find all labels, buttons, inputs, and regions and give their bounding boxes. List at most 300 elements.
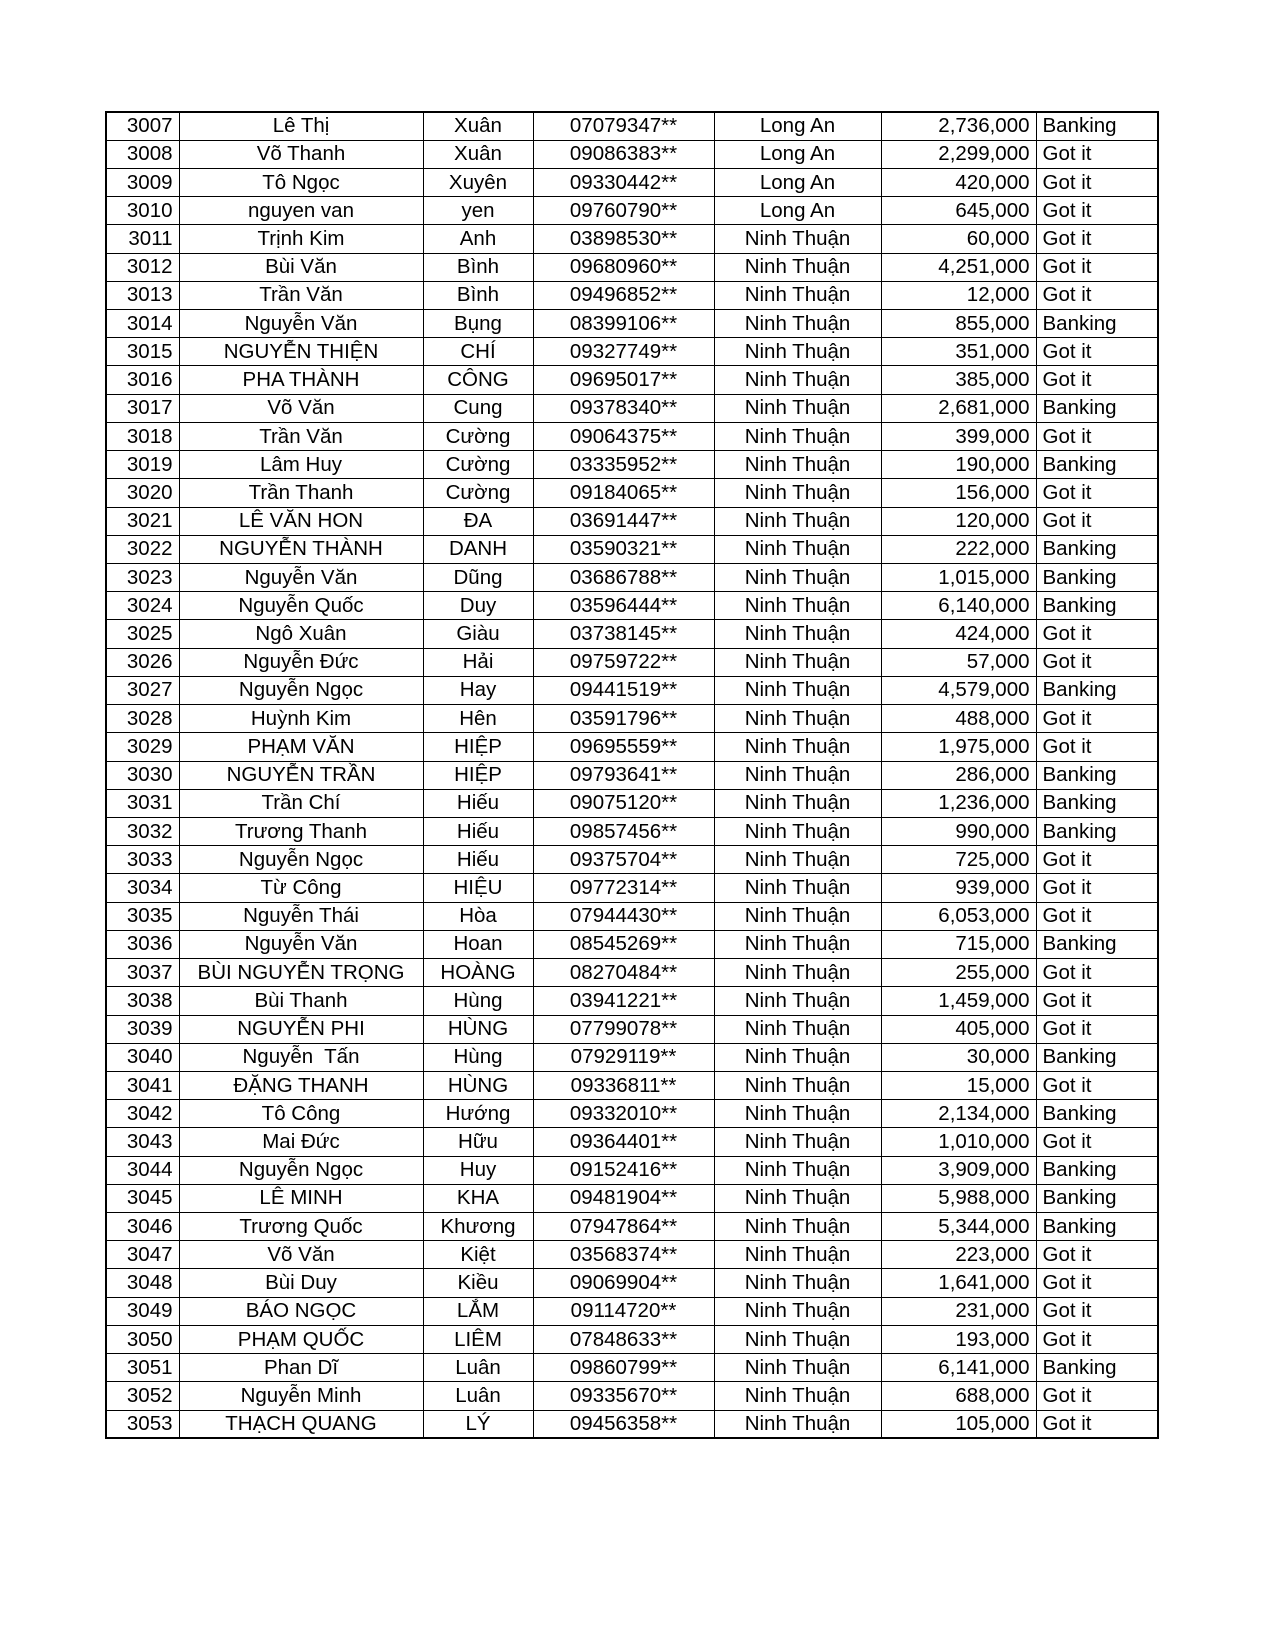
amount-cell: 4,579,000 (881, 676, 1036, 704)
record-id-cell: 3036 (106, 930, 179, 958)
last-middle-name-cell: Trần Văn (179, 422, 423, 450)
phone-cell: 09327749** (533, 338, 714, 366)
last-middle-name-cell: Phan Dĩ (179, 1354, 423, 1382)
amount-cell: 4,251,000 (881, 253, 1036, 281)
first-name-cell: Giàu (423, 620, 533, 648)
last-middle-name-cell: Võ Văn (179, 394, 423, 422)
amount-cell: 1,010,000 (881, 1128, 1036, 1156)
amount-cell: 5,988,000 (881, 1184, 1036, 1212)
province-cell: Ninh Thuận (714, 507, 881, 535)
phone-cell: 09760790** (533, 197, 714, 225)
province-cell: Ninh Thuận (714, 1382, 881, 1410)
first-name-cell: HIỆU (423, 874, 533, 902)
phone-cell: 07799078** (533, 1015, 714, 1043)
payment-status-cell: Got it (1036, 338, 1158, 366)
province-cell: Ninh Thuận (714, 902, 881, 930)
province-cell: Ninh Thuận (714, 394, 881, 422)
table-row (106, 874, 1158, 902)
province-cell: Ninh Thuận (714, 1354, 881, 1382)
amount-cell: 990,000 (881, 817, 1036, 845)
payment-status-cell: Got it (1036, 874, 1158, 902)
amount-cell: 725,000 (881, 846, 1036, 874)
phone-cell: 09152416** (533, 1156, 714, 1184)
phone-cell: 09695559** (533, 733, 714, 761)
phone-cell: 03941221** (533, 987, 714, 1015)
amount-cell: 645,000 (881, 197, 1036, 225)
amount-cell: 688,000 (881, 1382, 1036, 1410)
last-middle-name-cell: Võ Thanh (179, 140, 423, 168)
last-middle-name-cell: Từ Công (179, 874, 423, 902)
last-middle-name-cell: Bùi Văn (179, 253, 423, 281)
amount-cell: 1,641,000 (881, 1269, 1036, 1297)
last-middle-name-cell: Nguyễn Quốc (179, 592, 423, 620)
phone-cell: 08545269** (533, 930, 714, 958)
phone-cell: 09857456** (533, 817, 714, 845)
record-id-cell: 3042 (106, 1100, 179, 1128)
first-name-cell: HIỆP (423, 733, 533, 761)
first-name-cell: Bụng (423, 310, 533, 338)
first-name-cell: CÔNG (423, 366, 533, 394)
phone-cell: 09378340** (533, 394, 714, 422)
record-id-cell: 3007 (106, 112, 179, 140)
payment-status-cell: Got it (1036, 959, 1158, 987)
amount-cell: 385,000 (881, 366, 1036, 394)
phone-cell: 09456358** (533, 1410, 714, 1438)
amount-cell: 424,000 (881, 620, 1036, 648)
record-id-cell: 3043 (106, 1128, 179, 1156)
phone-cell: 03590321** (533, 535, 714, 563)
province-cell: Ninh Thuận (714, 338, 881, 366)
first-name-cell: Cung (423, 394, 533, 422)
payment-status-cell: Banking (1036, 1184, 1158, 1212)
record-id-cell: 3035 (106, 902, 179, 930)
province-cell: Ninh Thuận (714, 1100, 881, 1128)
last-middle-name-cell: NGUYỄN TRẦN (179, 761, 423, 789)
phone-cell: 07079347** (533, 112, 714, 140)
first-name-cell: Huy (423, 1156, 533, 1184)
record-id-cell: 3032 (106, 817, 179, 845)
last-middle-name-cell: Nguyễn Ngọc (179, 846, 423, 874)
phone-cell: 03686788** (533, 564, 714, 592)
record-id-cell: 3050 (106, 1325, 179, 1353)
phone-cell: 09695017** (533, 366, 714, 394)
first-name-cell: ĐA (423, 507, 533, 535)
table-row (106, 1410, 1158, 1438)
record-id-cell: 3030 (106, 761, 179, 789)
last-middle-name-cell: Huỳnh Kim (179, 705, 423, 733)
record-id-cell: 3049 (106, 1297, 179, 1325)
first-name-cell: Duy (423, 592, 533, 620)
province-cell: Long An (714, 112, 881, 140)
amount-cell: 2,299,000 (881, 140, 1036, 168)
amount-cell: 190,000 (881, 451, 1036, 479)
phone-cell: 03596444** (533, 592, 714, 620)
last-middle-name-cell: NGUYỄN THÀNH (179, 535, 423, 563)
payment-status-cell: Got it (1036, 225, 1158, 253)
amount-cell: 939,000 (881, 874, 1036, 902)
amount-cell: 286,000 (881, 761, 1036, 789)
amount-cell: 12,000 (881, 281, 1036, 309)
amount-cell: 488,000 (881, 705, 1036, 733)
first-name-cell: Hên (423, 705, 533, 733)
phone-cell: 09772314** (533, 874, 714, 902)
first-name-cell: Kiều (423, 1269, 533, 1297)
last-middle-name-cell: nguyen van (179, 197, 423, 225)
province-cell: Ninh Thuận (714, 1071, 881, 1099)
table-row (106, 846, 1158, 874)
table-row (106, 310, 1158, 338)
payment-status-cell: Got it (1036, 648, 1158, 676)
record-id-cell: 3053 (106, 1410, 179, 1438)
phone-cell: 09680960** (533, 253, 714, 281)
phone-cell: 09332010** (533, 1100, 714, 1128)
first-name-cell: Xuân (423, 140, 533, 168)
amount-cell: 2,736,000 (881, 112, 1036, 140)
amount-cell: 2,134,000 (881, 1100, 1036, 1128)
phone-cell: 03568374** (533, 1241, 714, 1269)
last-middle-name-cell: Trần Văn (179, 281, 423, 309)
phone-cell: 09184065** (533, 479, 714, 507)
phone-cell: 09481904** (533, 1184, 714, 1212)
province-cell: Ninh Thuận (714, 1043, 881, 1071)
province-cell: Long An (714, 168, 881, 196)
last-middle-name-cell: NGUYỄN PHI (179, 1015, 423, 1043)
table-row (106, 1241, 1158, 1269)
amount-cell: 6,053,000 (881, 902, 1036, 930)
phone-cell: 09364401** (533, 1128, 714, 1156)
record-id-cell: 3040 (106, 1043, 179, 1071)
records-table (105, 111, 1159, 1439)
phone-cell: 09759722** (533, 648, 714, 676)
phone-cell: 08399106** (533, 310, 714, 338)
record-id-cell: 3039 (106, 1015, 179, 1043)
first-name-cell: Hay (423, 676, 533, 704)
payment-status-cell: Banking (1036, 930, 1158, 958)
payment-status-cell: Got it (1036, 1410, 1158, 1438)
payment-status-cell: Banking (1036, 112, 1158, 140)
first-name-cell: HÙNG (423, 1015, 533, 1043)
province-cell: Ninh Thuận (714, 225, 881, 253)
last-middle-name-cell: Trần Thanh (179, 479, 423, 507)
first-name-cell: Hiếu (423, 817, 533, 845)
last-middle-name-cell: Nguyễn Văn (179, 310, 423, 338)
record-id-cell: 3022 (106, 535, 179, 563)
payment-status-cell: Got it (1036, 1071, 1158, 1099)
first-name-cell: Hướng (423, 1100, 533, 1128)
record-id-cell: 3021 (106, 507, 179, 535)
table-row (106, 422, 1158, 450)
record-id-cell: 3024 (106, 592, 179, 620)
province-cell: Long An (714, 197, 881, 225)
payment-status-cell: Banking (1036, 761, 1158, 789)
province-cell: Ninh Thuận (714, 705, 881, 733)
last-middle-name-cell: Nguyễn Minh (179, 1382, 423, 1410)
province-cell: Ninh Thuận (714, 676, 881, 704)
table-row (106, 168, 1158, 196)
payment-status-cell: Got it (1036, 705, 1158, 733)
phone-cell: 09069904** (533, 1269, 714, 1297)
table-row (106, 564, 1158, 592)
amount-cell: 1,459,000 (881, 987, 1036, 1015)
province-cell: Ninh Thuận (714, 535, 881, 563)
amount-cell: 5,344,000 (881, 1213, 1036, 1241)
phone-cell: 03591796** (533, 705, 714, 733)
province-cell: Ninh Thuận (714, 733, 881, 761)
province-cell: Ninh Thuận (714, 592, 881, 620)
phone-cell: 07848633** (533, 1325, 714, 1353)
first-name-cell: Hiếu (423, 789, 533, 817)
table-row (106, 902, 1158, 930)
record-id-cell: 3045 (106, 1184, 179, 1212)
records-table-body (106, 112, 1158, 1438)
table-row (106, 451, 1158, 479)
record-id-cell: 3026 (106, 648, 179, 676)
record-id-cell: 3015 (106, 338, 179, 366)
first-name-cell: Hùng (423, 1043, 533, 1071)
first-name-cell: Hữu (423, 1128, 533, 1156)
first-name-cell: Hiếu (423, 846, 533, 874)
table-row (106, 1354, 1158, 1382)
province-cell: Ninh Thuận (714, 1128, 881, 1156)
first-name-cell: KHA (423, 1184, 533, 1212)
phone-cell: 03335952** (533, 451, 714, 479)
first-name-cell: Cường (423, 422, 533, 450)
last-middle-name-cell: Trần Chí (179, 789, 423, 817)
last-middle-name-cell: Nguyễn Văn (179, 930, 423, 958)
province-cell: Ninh Thuận (714, 1015, 881, 1043)
first-name-cell: yen (423, 197, 533, 225)
table-row (106, 817, 1158, 845)
record-id-cell: 3017 (106, 394, 179, 422)
phone-cell: 07947864** (533, 1213, 714, 1241)
province-cell: Ninh Thuận (714, 1297, 881, 1325)
record-id-cell: 3048 (106, 1269, 179, 1297)
province-cell: Ninh Thuận (714, 620, 881, 648)
payment-status-cell: Banking (1036, 1156, 1158, 1184)
table-row (106, 394, 1158, 422)
table-row (106, 1184, 1158, 1212)
table-row (106, 1071, 1158, 1099)
payment-status-cell: Got it (1036, 1297, 1158, 1325)
last-middle-name-cell: Nguyễn Đức (179, 648, 423, 676)
last-middle-name-cell: BÁO NGỌC (179, 1297, 423, 1325)
payment-status-cell: Banking (1036, 1043, 1158, 1071)
table-row (106, 959, 1158, 987)
record-id-cell: 3027 (106, 676, 179, 704)
record-id-cell: 3029 (106, 733, 179, 761)
last-middle-name-cell: LÊ MINH (179, 1184, 423, 1212)
record-id-cell: 3052 (106, 1382, 179, 1410)
last-middle-name-cell: Nguyễn Ngọc (179, 1156, 423, 1184)
record-id-cell: 3014 (106, 310, 179, 338)
table-row (106, 112, 1158, 140)
table-row (106, 1128, 1158, 1156)
amount-cell: 855,000 (881, 310, 1036, 338)
last-middle-name-cell: Nguyễn Thái (179, 902, 423, 930)
amount-cell: 6,140,000 (881, 592, 1036, 620)
record-id-cell: 3046 (106, 1213, 179, 1241)
phone-cell: 09335670** (533, 1382, 714, 1410)
record-id-cell: 3031 (106, 789, 179, 817)
last-middle-name-cell: PHA THÀNH (179, 366, 423, 394)
record-id-cell: 3020 (106, 479, 179, 507)
table-row (106, 338, 1158, 366)
record-id-cell: 3016 (106, 366, 179, 394)
last-middle-name-cell: Nguyễn Văn (179, 564, 423, 592)
phone-cell: 09086383** (533, 140, 714, 168)
payment-status-cell: Got it (1036, 733, 1158, 761)
province-cell: Ninh Thuận (714, 479, 881, 507)
first-name-cell: Xuân (423, 112, 533, 140)
first-name-cell: LÝ (423, 1410, 533, 1438)
amount-cell: 193,000 (881, 1325, 1036, 1353)
province-cell: Ninh Thuận (714, 1156, 881, 1184)
table-row (106, 620, 1158, 648)
phone-cell: 09064375** (533, 422, 714, 450)
record-id-cell: 3023 (106, 564, 179, 592)
table-row (106, 930, 1158, 958)
province-cell: Ninh Thuận (714, 1269, 881, 1297)
table-row (106, 1269, 1158, 1297)
payment-status-cell: Got it (1036, 140, 1158, 168)
table-row (106, 1382, 1158, 1410)
payment-status-cell: Got it (1036, 281, 1158, 309)
province-cell: Ninh Thuận (714, 817, 881, 845)
payment-status-cell: Banking (1036, 592, 1158, 620)
amount-cell: 1,015,000 (881, 564, 1036, 592)
first-name-cell: Bình (423, 253, 533, 281)
last-middle-name-cell: BÙI NGUYỄN TRỌNG (179, 959, 423, 987)
province-cell: Ninh Thuận (714, 422, 881, 450)
amount-cell: 3,909,000 (881, 1156, 1036, 1184)
payment-status-cell: Got it (1036, 479, 1158, 507)
table-row (106, 253, 1158, 281)
table-row (106, 592, 1158, 620)
table-row (106, 1015, 1158, 1043)
last-middle-name-cell: Võ Văn (179, 1241, 423, 1269)
province-cell: Ninh Thuận (714, 987, 881, 1015)
first-name-cell: Hải (423, 648, 533, 676)
table-row (106, 1100, 1158, 1128)
record-id-cell: 3051 (106, 1354, 179, 1382)
payment-status-cell: Got it (1036, 1128, 1158, 1156)
phone-cell: 09336811** (533, 1071, 714, 1099)
phone-cell: 08270484** (533, 959, 714, 987)
payment-status-cell: Got it (1036, 1269, 1158, 1297)
payment-status-cell: Banking (1036, 394, 1158, 422)
payment-status-cell: Banking (1036, 1100, 1158, 1128)
table-row (106, 789, 1158, 817)
record-id-cell: 3041 (106, 1071, 179, 1099)
table-row (106, 1043, 1158, 1071)
province-cell: Ninh Thuận (714, 1184, 881, 1212)
province-cell: Ninh Thuận (714, 1241, 881, 1269)
last-middle-name-cell: Trương Thanh (179, 817, 423, 845)
first-name-cell: Kiệt (423, 1241, 533, 1269)
table-row (106, 225, 1158, 253)
payment-status-cell: Banking (1036, 535, 1158, 563)
first-name-cell: CHÍ (423, 338, 533, 366)
amount-cell: 105,000 (881, 1410, 1036, 1438)
first-name-cell: Anh (423, 225, 533, 253)
province-cell: Ninh Thuận (714, 451, 881, 479)
province-cell: Ninh Thuận (714, 281, 881, 309)
first-name-cell: Luân (423, 1354, 533, 1382)
payment-status-cell: Banking (1036, 564, 1158, 592)
phone-cell: 09441519** (533, 676, 714, 704)
amount-cell: 57,000 (881, 648, 1036, 676)
payment-status-cell: Banking (1036, 789, 1158, 817)
table-row (106, 1325, 1158, 1353)
last-middle-name-cell: Mai Đức (179, 1128, 423, 1156)
first-name-cell: Xuyên (423, 168, 533, 196)
phone-cell: 07944430** (533, 902, 714, 930)
payment-status-cell: Banking (1036, 817, 1158, 845)
first-name-cell: Cường (423, 479, 533, 507)
province-cell: Ninh Thuận (714, 846, 881, 874)
record-id-cell: 3047 (106, 1241, 179, 1269)
phone-cell: 03898530** (533, 225, 714, 253)
amount-cell: 30,000 (881, 1043, 1036, 1071)
phone-cell: 03738145** (533, 620, 714, 648)
amount-cell: 420,000 (881, 168, 1036, 196)
province-cell: Long An (714, 140, 881, 168)
payment-status-cell: Got it (1036, 197, 1158, 225)
table-row (106, 761, 1158, 789)
table-row (106, 648, 1158, 676)
record-id-cell: 3019 (106, 451, 179, 479)
amount-cell: 405,000 (881, 1015, 1036, 1043)
payment-status-cell: Got it (1036, 366, 1158, 394)
first-name-cell: Hòa (423, 902, 533, 930)
record-id-cell: 3011 (106, 225, 179, 253)
first-name-cell: Cường (423, 451, 533, 479)
first-name-cell: Bình (423, 281, 533, 309)
record-id-cell: 3025 (106, 620, 179, 648)
last-middle-name-cell: PHẠM QUỐC (179, 1325, 423, 1353)
first-name-cell: LẮM (423, 1297, 533, 1325)
province-cell: Ninh Thuận (714, 930, 881, 958)
record-id-cell: 3034 (106, 874, 179, 902)
table-row (106, 1156, 1158, 1184)
last-middle-name-cell: Nguyễn Ngọc (179, 676, 423, 704)
payment-status-cell: Got it (1036, 1015, 1158, 1043)
payment-status-cell: Got it (1036, 507, 1158, 535)
last-middle-name-cell: THẠCH QUANG (179, 1410, 423, 1438)
payment-status-cell: Got it (1036, 987, 1158, 1015)
table-row (106, 366, 1158, 394)
payment-status-cell: Got it (1036, 1325, 1158, 1353)
first-name-cell: Khương (423, 1213, 533, 1241)
first-name-cell: Luân (423, 1382, 533, 1410)
first-name-cell: Dũng (423, 564, 533, 592)
payment-status-cell: Banking (1036, 676, 1158, 704)
province-cell: Ninh Thuận (714, 789, 881, 817)
amount-cell: 120,000 (881, 507, 1036, 535)
first-name-cell: HÙNG (423, 1071, 533, 1099)
amount-cell: 231,000 (881, 1297, 1036, 1325)
province-cell: Ninh Thuận (714, 959, 881, 987)
payment-status-cell: Banking (1036, 1354, 1158, 1382)
record-id-cell: 3012 (106, 253, 179, 281)
phone-cell: 09375704** (533, 846, 714, 874)
last-middle-name-cell: Bùi Thanh (179, 987, 423, 1015)
phone-cell: 09114720** (533, 1297, 714, 1325)
table-row (106, 140, 1158, 168)
last-middle-name-cell: Nguyễn Tấn (179, 1043, 423, 1071)
table-row (106, 676, 1158, 704)
record-id-cell: 3008 (106, 140, 179, 168)
